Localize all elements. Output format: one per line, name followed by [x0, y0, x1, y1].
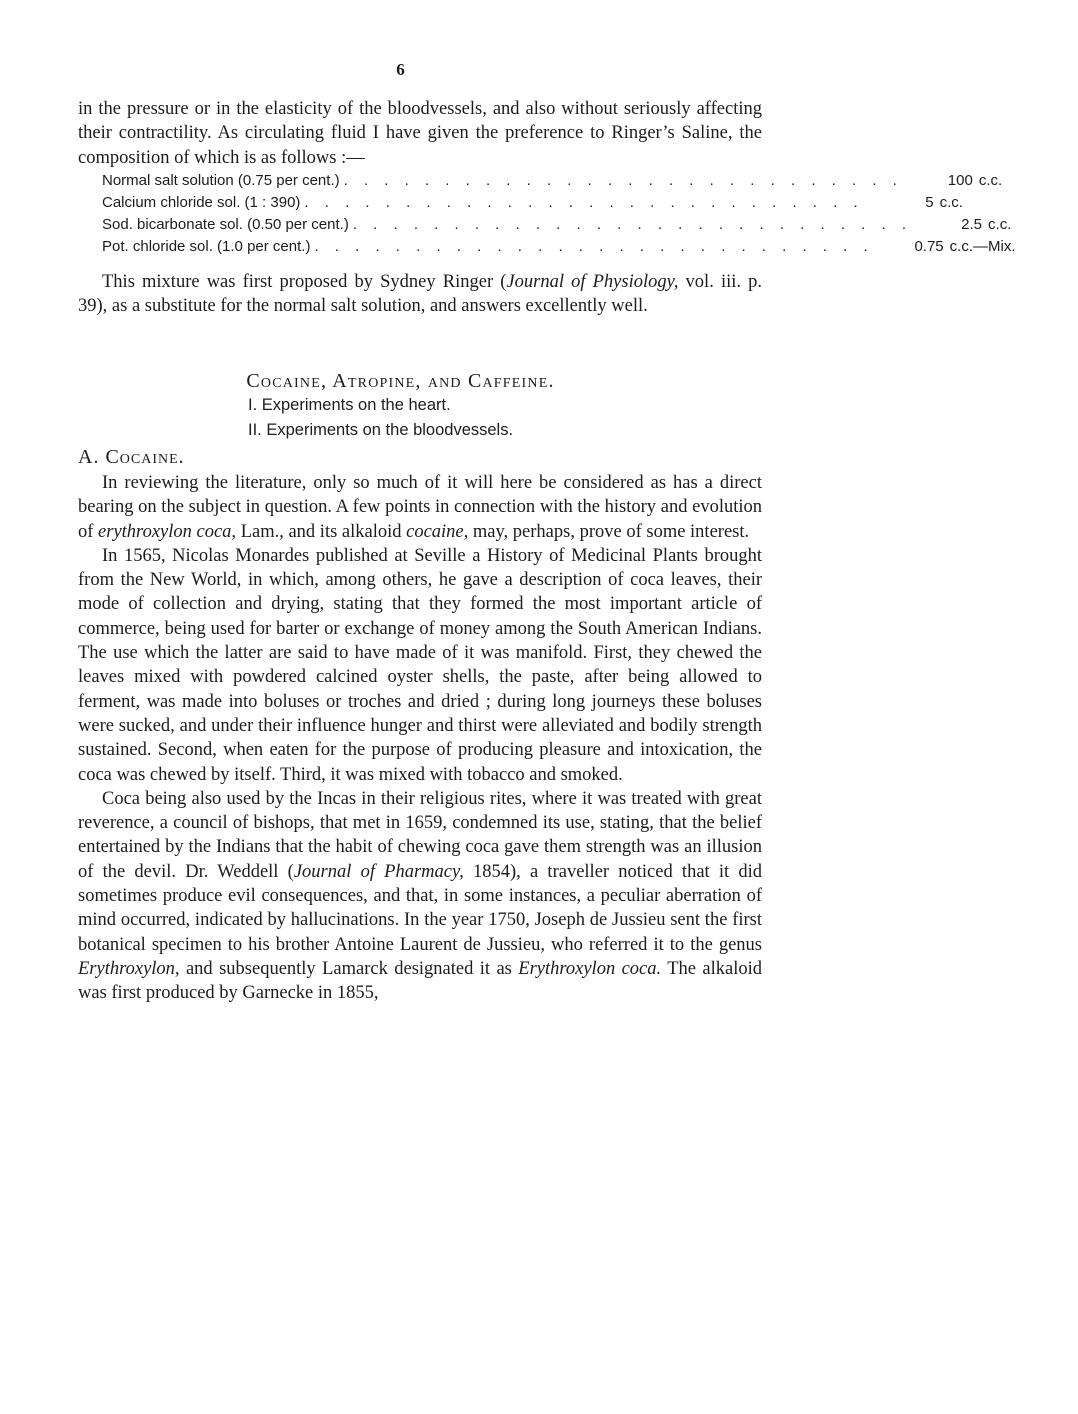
leader-dots: . . . . . . . . . . . . . . . . . . . . . . . . . . . .	[304, 194, 864, 211]
mixture-paragraph	[78, 270, 762, 319]
text-span: This mixture was first proposed by Sydney Ringer (	[102, 272, 507, 292]
composition-amount: 0.75	[914, 238, 944, 255]
journal-title: Journal of Pharmacy,	[293, 861, 464, 882]
composition-amount: 100	[947, 172, 973, 189]
leader-dots: . . . . . . . . . . . . . . . . . . . . . . . . . . . .	[314, 238, 874, 255]
composition-unit: c.c.	[978, 172, 1003, 189]
species-name: erythroxylon coca,	[98, 521, 237, 542]
text-span: vol. iii. p. 39), as a substitute for the normal salt solution, and answers excellently well.	[78, 272, 763, 317]
main-heading: Cocaine, Atropine, and Caffeine.	[246, 370, 555, 392]
journal-title: Journal of Physiology,	[506, 272, 679, 292]
paragraph	[78, 471, 762, 544]
composition-unit: c.c.	[939, 194, 963, 211]
table-row	[102, 216, 1012, 238]
body-text	[78, 471, 762, 1006]
text-span: In reviewing the literature, only so much of it will here be considered as has a direct bearing on the subject in question. A few points in connection with the history and evolution of	[78, 473, 762, 542]
composition-item: Sod. bicarbonate sol. (0.50 per cent.)	[102, 216, 349, 233]
composition-item: Pot. chloride sol. (1.0 per cent.)	[102, 238, 311, 255]
text-span: Lam., and its alkaloid	[236, 521, 407, 542]
composition-item: Normal salt solution (0.75 per cent.)	[102, 172, 340, 189]
composition-amount: 2.5	[961, 216, 983, 233]
paragraph: In 1565, Nicolas Monardes published at Seville a History of Medicinal Plants brought from the New World, in which, among others, he gave a description of coca leaves, their mode of collection and drying, stating that they formed the most important article of commerce, being used for barter or exchange of money among the South American Indians. The use which the latter are said to have made of it was manifold. First, they chewed the leaves mixed with powdered calcined oyster shells, the paste, after being allowed to ferment, was made into boluses or troches and dried ; during long journeys these boluses were sucked, and under their influence hunger and thirst were alleviated and bodily strength sustained. Second, when eaten for the purpose of producing pleasure and intoxication, the coca was chewed by itself. Third, it was mixed with tobacco and smoked.	[78, 545, 762, 785]
text-span: 1854), a traveller noticed that it did sometimes produce evil consequences, and that, in some instances, a peculiar aberration of mind occurred, indicated by hallucinations. In the year 1750, Joseph de Jussieu sent the first botanical specimen to his brother Antoine Laurent de Jussieu, who referred it to the genus	[78, 861, 763, 955]
leader-dots: . . . . . . . . . . . . . . . . . . . . . . . . . . . .	[343, 172, 903, 189]
composition-table	[102, 172, 1016, 260]
leader-dots: . . . . . . . . . . . . . . . . . . . . . . . . . . . .	[352, 216, 913, 233]
subheading-bloodvessels: II. Experiments on the bloodvessels.	[248, 421, 514, 439]
text-span: may, perhaps, prove of some interest.	[468, 521, 750, 542]
alkaloid-name: cocaine,	[406, 521, 469, 542]
page-number: 6	[396, 60, 405, 79]
text-span: Coca being also used by the Incas in their religious rites, where it was treated with great reverence, a council of bishops, that met in 1659, condemned its use, stating, that the belief entertained by the Indians that the habit of chewing coca gave them strength was an illusion of the devil. Dr. Weddell (	[78, 788, 762, 882]
composition-unit: c.c.	[988, 216, 1012, 233]
species-name: Erythroxylon coca.	[518, 958, 662, 979]
intro-text: in the pressure or in the elasticity of the bloodvessels, and also without seriously affecting their contractility. As circulating fluid I have given the preference to Ringer’s Saline, the composition of which is as follows :—	[78, 99, 762, 168]
composition-unit: c.c.—Mix.	[949, 238, 1016, 255]
table-row	[102, 194, 963, 216]
section-heading: A. Cocaine.	[78, 446, 185, 468]
composition-amount: 5	[925, 194, 934, 211]
composition-item: Calcium chloride sol. (1 : 390)	[102, 194, 301, 211]
table-row	[102, 172, 1003, 194]
table-row	[102, 238, 1016, 260]
text-span: The alkaloid was first produced by Garnecke in 1855,	[78, 958, 762, 1004]
mixture-text	[78, 270, 762, 319]
paragraph	[78, 787, 762, 1006]
subheading-heart: I. Experiments on the heart.	[248, 396, 451, 414]
text-span: and subsequently Lamarck designated it as	[179, 958, 519, 979]
genus-name: Erythroxylon,	[78, 958, 180, 979]
intro-paragraph	[78, 97, 762, 170]
